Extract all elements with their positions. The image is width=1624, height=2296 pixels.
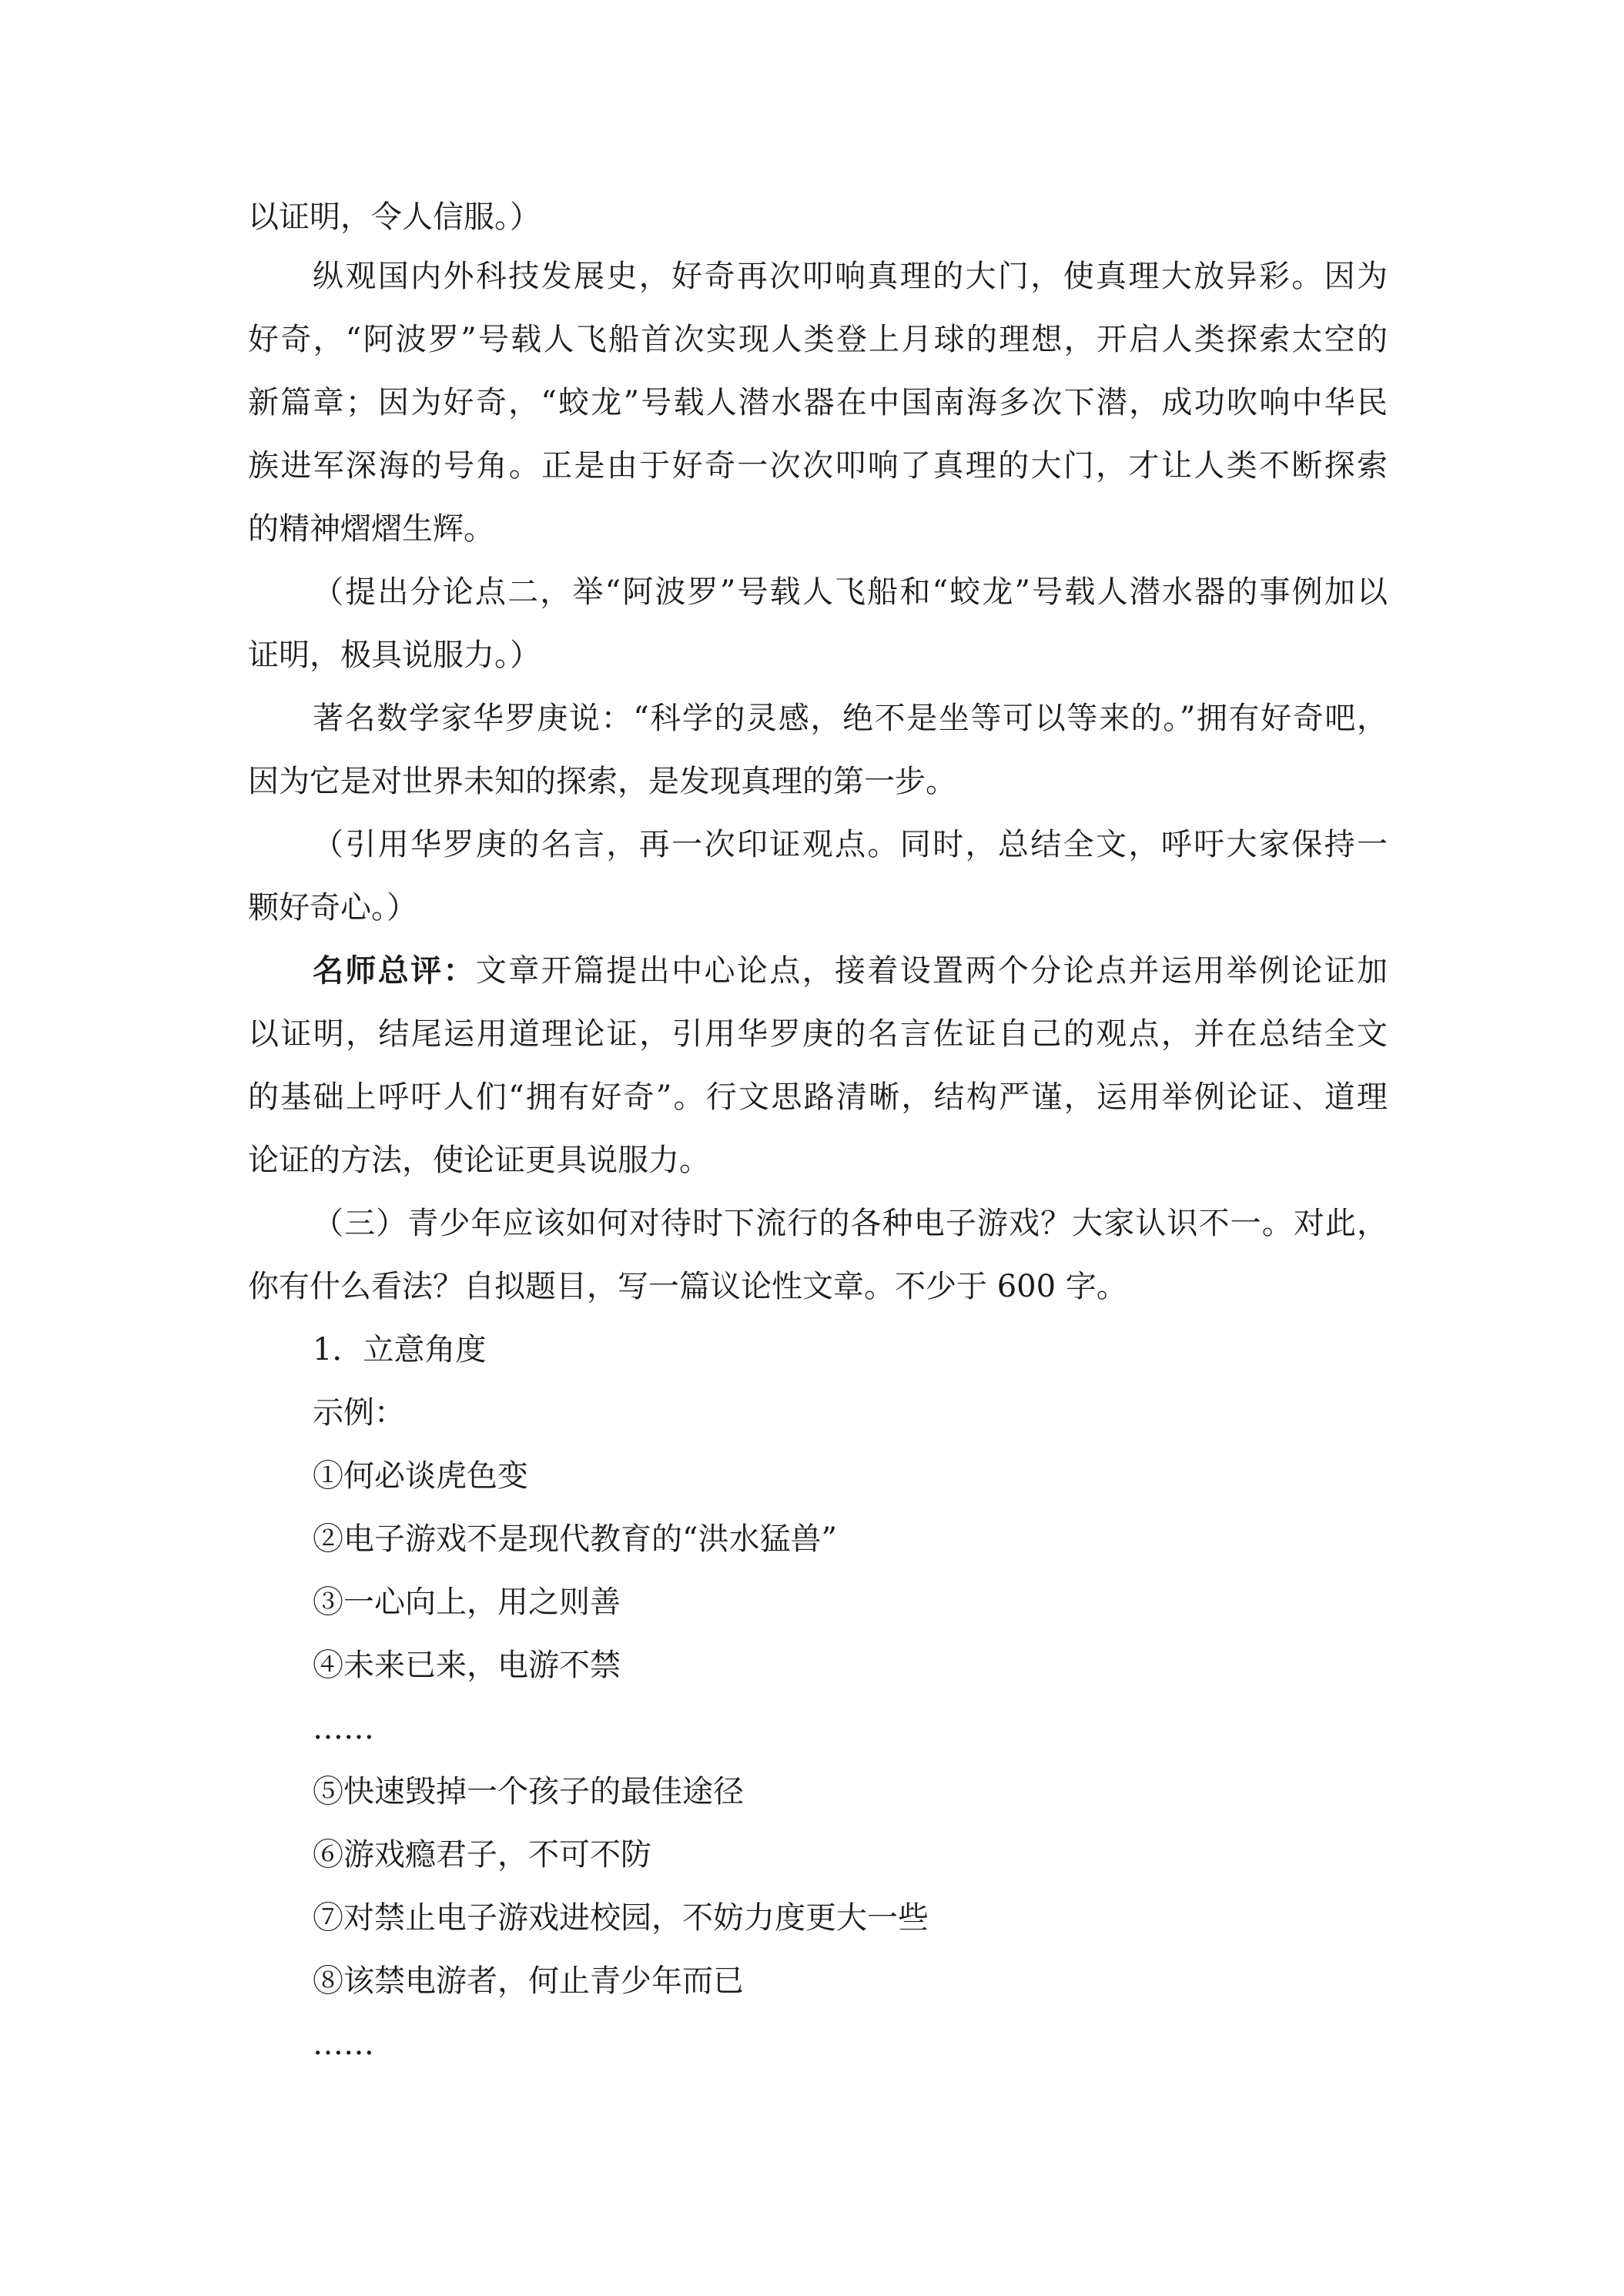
line-text: 的基础上呼吁人们“拥有好奇”。行文思路清晰，结构严谨，运用举例论证、道理 — [248, 1079, 1388, 1115]
text-line — [248, 1318, 1388, 1381]
text-line — [248, 813, 1388, 876]
text-line — [248, 1381, 1388, 1444]
line-text: 新篇章；因为好奇，“蛟龙”号载人潜水器在中国南海多次下潜，成功吹响中华民 — [248, 385, 1388, 420]
line-text: 你有什么看法？自拟题目，写一篇议论性文章。不少于 600 字。 — [248, 1269, 1127, 1304]
text-line — [248, 1192, 1388, 1255]
text-line — [248, 1950, 1388, 2013]
text-line — [248, 750, 1388, 813]
line-text: …… — [313, 1711, 374, 1746]
text-line — [248, 1508, 1388, 1571]
line-text: 著名数学家华罗庚说：“科学的灵感，绝不是坐等可以等来的。”拥有好奇吧， — [313, 701, 1388, 736]
text-line — [248, 189, 1388, 245]
text-line — [248, 1823, 1388, 1886]
text-line — [248, 1760, 1388, 1823]
line-text: 文章开篇提出中心论点，接着设置两个分论点并运用举例论证加 — [475, 953, 1388, 989]
text-line — [248, 939, 1388, 1002]
line-text: 颗好奇心。） — [248, 890, 417, 925]
text-line — [248, 561, 1388, 624]
text-line — [248, 1697, 1388, 1760]
line-text: ②电子游戏不是现代教育的“洪水猛兽” — [313, 1521, 837, 1557]
text-line — [248, 687, 1388, 750]
text-line — [248, 876, 1388, 939]
line-text: 族进军深海的号角。正是由于好奇一次次叩响了真理的大门，才让人类不断探索 — [248, 448, 1388, 484]
line-text: 以证明，令人信服。） — [248, 199, 541, 235]
text-line — [248, 1444, 1388, 1508]
text-line — [248, 1571, 1388, 1634]
line-text: 以证明，结尾运用道理论证，引用华罗庚的名言佐证自己的观点，并在总结全文 — [248, 1016, 1388, 1052]
line-text: ⑦对禁止电子游戏进校园，不妨力度更大一些 — [313, 1900, 929, 1936]
line-text: ④未来已来，电游不禁 — [313, 1648, 621, 1683]
line-text: 证明，极具说服力。） — [248, 638, 541, 673]
text-line — [248, 2013, 1388, 2076]
text-line — [248, 245, 1388, 308]
line-text: （提出分论点二，举“阿波罗”号载人飞船和“蛟龙”号载人潜水器的事例加以 — [313, 574, 1388, 610]
line-text: ①何必谈虎色变 — [313, 1458, 528, 1494]
text-line — [248, 434, 1388, 497]
line-text: 好奇，“阿波罗”号载人飞船首次实现人类登上月球的理想，开启人类探索太空的 — [248, 322, 1388, 357]
text-line — [248, 1886, 1388, 1950]
line-text: 示例： — [313, 1395, 405, 1431]
line-text: 因为它是对世界未知的探索，是发现真理的第一步。 — [248, 764, 956, 799]
line-text: （引用华罗庚的名言，再一次印证观点。同时，总结全文，呼吁大家保持一 — [313, 827, 1388, 862]
line-text: 1．立意角度 — [313, 1332, 487, 1367]
text-line — [248, 308, 1388, 371]
text-line — [248, 1634, 1388, 1697]
line-text: 论证的方法，使论证更具说服力。 — [248, 1143, 710, 1178]
text-line — [248, 624, 1388, 687]
text-line — [248, 1255, 1388, 1318]
line-text: ⑧该禁电游者，何止青少年而已 — [313, 1963, 744, 1999]
line-text: 的精神熠熠生辉。 — [248, 511, 494, 547]
text-line — [248, 371, 1388, 434]
line-text: ③一心向上，用之则善 — [313, 1585, 621, 1620]
text-line — [248, 1066, 1388, 1129]
bold-lead: 名师总评： — [313, 952, 476, 989]
line-text: （三）青少年应该如何对待时下流行的各种电子游戏？大家认识不一。对此， — [313, 1206, 1388, 1241]
text-line — [248, 1002, 1388, 1066]
text-line — [248, 497, 1388, 561]
line-text: ⑤快速毁掉一个孩子的最佳途径 — [313, 1774, 744, 1809]
document-page — [248, 189, 1388, 2076]
text-line — [248, 1129, 1388, 1192]
line-text: 纵观国内外科技发展史，好奇再次叩响真理的大门，使真理大放异彩。因为 — [313, 259, 1388, 294]
line-text: …… — [313, 2027, 374, 2062]
line-text: ⑥游戏瘾君子，不可不防 — [313, 1837, 651, 1873]
